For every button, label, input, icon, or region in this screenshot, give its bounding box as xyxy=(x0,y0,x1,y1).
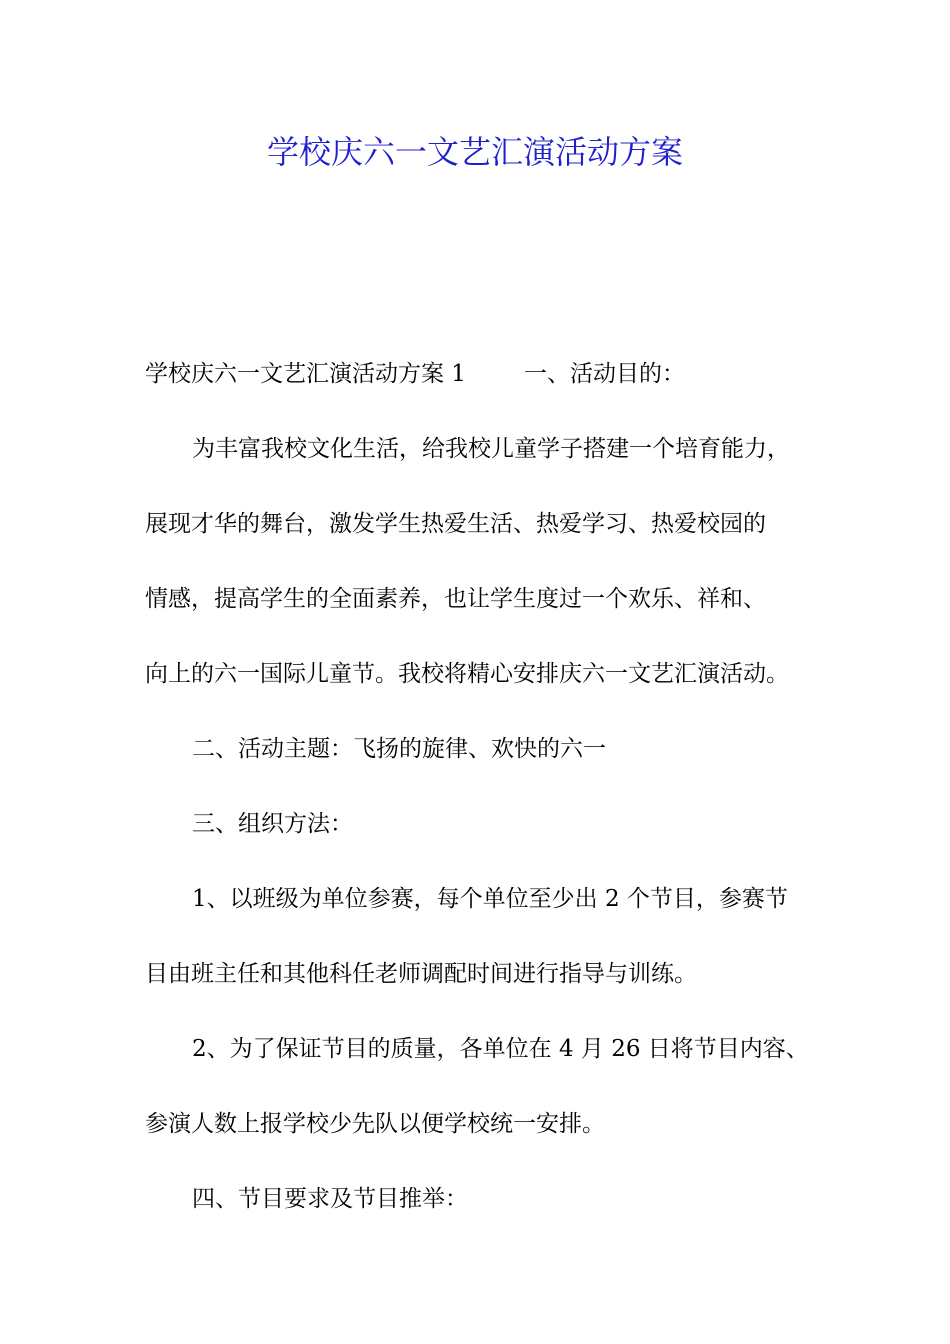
paragraph-line: 参演人数上报学校少先队以便学校统一安排。 xyxy=(145,1111,605,1137)
paragraph-line: 为丰富我校文化生活，给我校儿童学子搭建一个培育能力， xyxy=(192,436,790,462)
paragraph-text: 学校庆六一文艺汇演活动方案 1 xyxy=(145,361,466,387)
section-heading: 二、活动主题：飞扬的旋律、欢快的六一 xyxy=(192,736,606,762)
section-heading: 四、节目要求及节目推举： xyxy=(192,1186,468,1212)
document-body xyxy=(145,337,815,1237)
section-heading: 一、活动目的： xyxy=(523,361,685,387)
paragraph-line: 目由班主任和其他科任老师调配时间进行指导与训练。 xyxy=(145,961,697,987)
paragraph-line: 展现才华的舞台，激发学生热爱生活、热爱学习、热爱校园的 xyxy=(145,511,766,537)
section-heading: 三、组织方法： xyxy=(192,811,353,837)
paragraph-line: 1、以班级为单位参赛，每个单位至少出 2 个节目，参赛节 xyxy=(192,886,788,912)
paragraph-line xyxy=(145,337,815,412)
paragraph-line: 2、为了保证节目的质量，各单位在 4 月 26 日将节目内容、 xyxy=(192,1036,809,1062)
document-title: 学校庆六一文艺汇演活动方案 xyxy=(266,133,683,171)
paragraph-line: 向上的六一国际儿童节。我校将精心安排庆六一文艺汇演活动。 xyxy=(145,661,789,687)
paragraph-line: 情感，提高学生的全面素养，也让学生度过一个欢乐、祥和、 xyxy=(145,586,766,612)
